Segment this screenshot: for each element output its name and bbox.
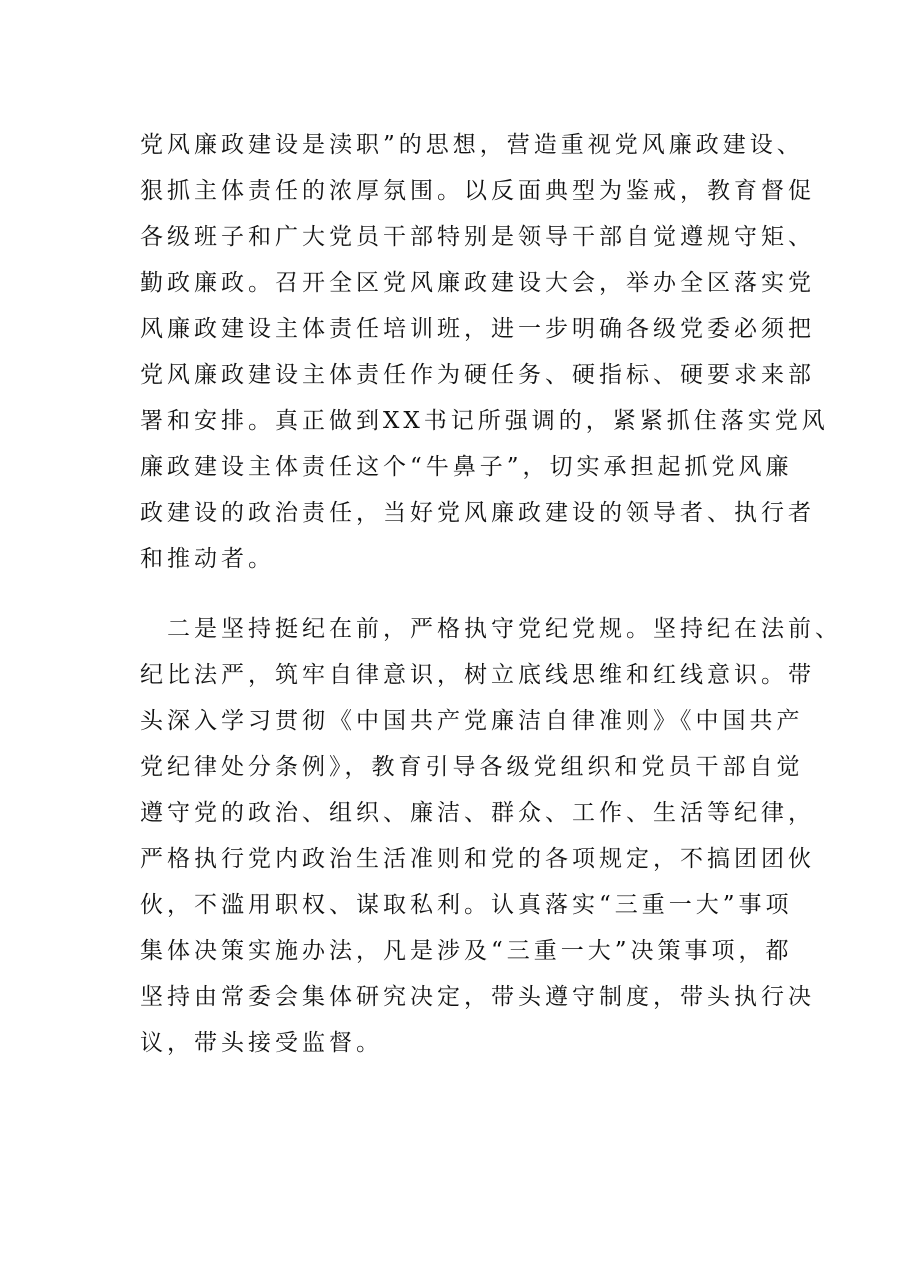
text-line: 遵守党的政治、组织、廉洁、群众、工作、生活等纪律， [140, 800, 815, 826]
text-line: 头深入学习贯彻《中国共产党廉洁自律准则》《中国共产 [140, 708, 804, 734]
text-line: 党风廉政建设主体责任作为硬任务、硬指标、硬要求来部 [140, 362, 815, 388]
text-line: 集体决策实施办法，凡是涉及“三重一大”决策事项，都 [140, 938, 793, 964]
text-line: 坚持由常委会集体研究决定，带头遵守制度，带头执行决 [140, 984, 815, 1010]
text-line: 严格执行党内政治生活准则和党的各项规定，不搞团团伙 [140, 846, 815, 872]
text-line: 党风廉政建设是渎职”的思想，营造重视党风廉政建设、 [140, 132, 804, 158]
paragraph-discipline [140, 606, 842, 1066]
text-line: 政建设的政治责任，当好党风廉政建设的领导者、执行者 [140, 500, 815, 526]
text-line: 伙，不滥用职权、谋取私利。认真落实“三重一大”事项 [140, 892, 793, 918]
text-line: 风廉政建设主体责任培训班，进一步明确各级党委必须把 [140, 316, 815, 342]
paragraph-party-conduct [140, 122, 829, 582]
text-line: 勤政廉政。召开全区党风廉政建设大会，举办全区落实党 [140, 270, 815, 296]
text-line: 和推动者。 [140, 546, 275, 572]
text-line: 二是坚持挺纪在前，严格执守党纪党规。坚持纪在法前、 [140, 616, 842, 642]
text-line: 纪比法严，筑牢自律意识，树立底线思维和红线意识。带 [140, 662, 815, 688]
text-line: 各级班子和广大党员干部特别是领导干部自觉遵规守矩、 [140, 224, 815, 250]
text-line: 党纪律处分条例》，教育引导各级党组织和党员干部自觉 [140, 754, 804, 780]
text-line: 议，带头接受监督。 [140, 1030, 383, 1056]
text-line: 狠抓主体责任的浓厚氛围。以反面典型为鉴戒，教育督促 [140, 178, 815, 204]
text-line: 廉政建设主体责任这个“牛鼻子”，切实承担起抓党风廉 [140, 454, 793, 480]
text-line: 署和安排。真正做到XX书记所强调的，紧紧抓住落实党风 [140, 408, 829, 434]
